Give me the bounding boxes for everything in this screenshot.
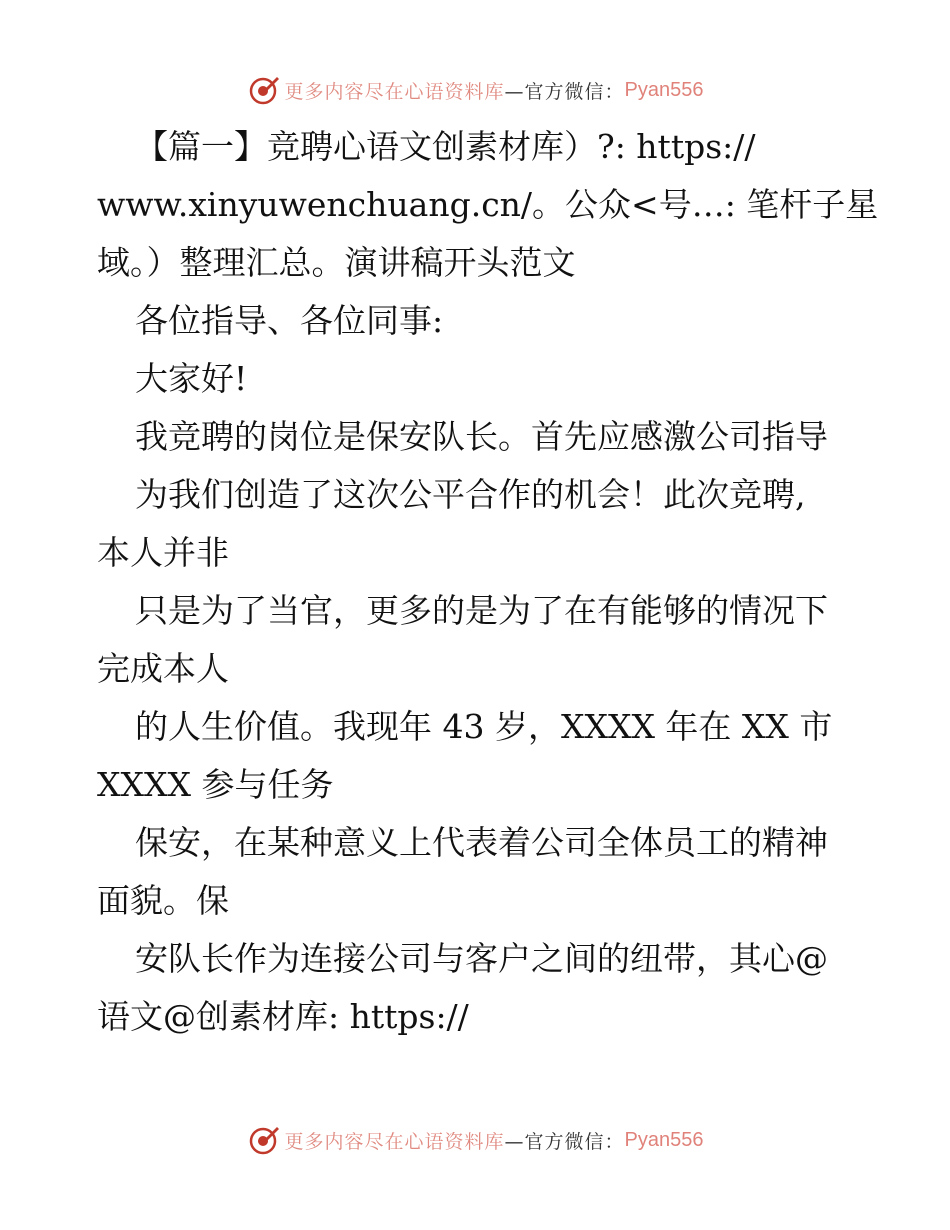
text-line: 保安，在某种意义上代表着公司全体员工的精神 [135,823,828,862]
header-banner [0,68,950,112]
text-line: 大家好! [135,359,248,398]
text-line: 本人并非 [97,533,229,572]
text-line: 各位指导、各位同事: [135,301,444,340]
footer-banner [0,1118,950,1162]
text-line: XXXX 参与任务 [97,765,334,804]
text-line: 完成本人 [97,649,229,688]
banner-brand-text: 更多内容尽在心语资料库 [284,1130,505,1153]
text-line: www.xinyuwenchuang.cn/。公众<号…: 笔杆子星 [97,185,879,224]
text-line: 语文@创素材库: https:// [97,997,469,1036]
banner-subtitle-text: —官方微信： [504,1130,625,1153]
document-body [97,118,879,1046]
text-line: 【篇一】竞聘心语文创素材库）?: https:// [135,127,756,166]
banner-subtitle-text: —官方微信： [504,80,625,103]
banner-brand-text: 更多内容尽在心语资料库 [284,80,505,103]
text-line: 只是为了当官，更多的是为了在有能够的情况下 [135,591,828,630]
banner-wechat-id: Pyan556 [624,78,704,101]
text-line: 面貌。保 [97,881,229,920]
text-line: 为我们创造了这次公平合作的机会！此次竞聘, [135,475,806,514]
text-line: 的人生价值。我现年 43 岁，XXXX 年在 XX 市 [135,707,833,746]
quill-logo-icon [247,1123,281,1157]
banner-wechat-id: Pyan556 [624,1128,704,1151]
text-line: 域。）整理汇总。演讲稿开头范文 [97,243,576,282]
quill-logo-icon [247,73,281,107]
text-line: 我竞聘的岗位是保安队长。首先应感激公司指导 [135,417,828,456]
text-line: 安队长作为连接公司与客户之间的纽带，其心@ [135,939,828,978]
